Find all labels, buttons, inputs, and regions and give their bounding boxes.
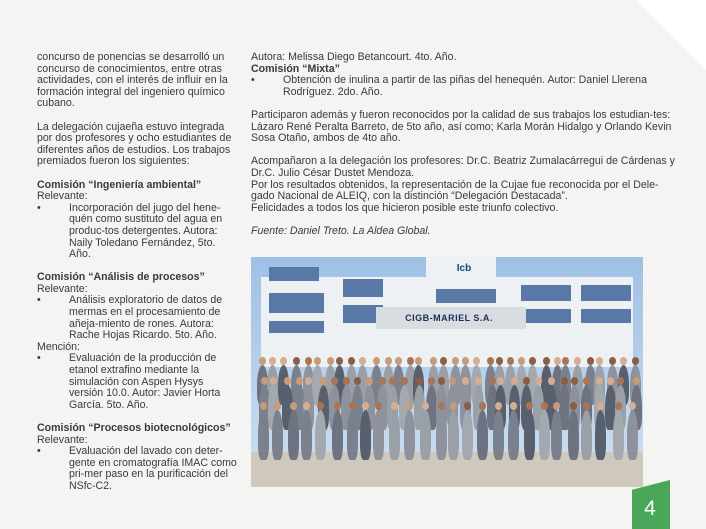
crowd-person-head (507, 357, 514, 365)
building-window (343, 279, 383, 297)
building-logo: Icb (456, 263, 472, 274)
crowd-person-head (489, 377, 496, 385)
participants-paragraph: Participaron además y fueron reconocidos por la calidad de sus trabajos los estudian-tes: Lázaro René Peralta Barreto, de 5to año, así como; Karla Morán Hidalgo y Orlando Kevin Sosa Otaño, ambos de 4to año. (251, 108, 672, 145)
crowd-person-head (359, 357, 366, 365)
crowd-person-head (596, 377, 603, 385)
crowd-person (477, 410, 488, 460)
crowd-person (272, 410, 283, 460)
crowd-person-head (293, 357, 300, 365)
crowd-person (462, 410, 473, 460)
crowd-person-head (543, 357, 550, 365)
crowd-person (347, 410, 358, 460)
right-column (251, 52, 676, 238)
crowd-person-head (406, 402, 413, 410)
mention-label: Mención: (37, 340, 80, 353)
crowd-person-head (475, 377, 482, 385)
crowd-person (581, 410, 592, 460)
crowd-person (508, 410, 519, 460)
author-line: Autora: Melissa Diego Betancourt. 4to. Año. (251, 51, 457, 63)
building-sign: CIGB-MARIEL S.A. (405, 313, 493, 323)
crowd-person-head (362, 402, 369, 410)
crowd-person-head (401, 377, 408, 385)
crowd-person-head (553, 402, 560, 410)
source-credit: Fuente: Daniel Treto. La Aldea Global. (251, 224, 431, 237)
crowd-person (258, 410, 269, 460)
award-item: • Evaluación del lavado con deter-gente en cromatografía IMAC como pri-mer paso en la purificación del NSfc-C2. (37, 445, 237, 492)
crowd-person-head (348, 357, 355, 365)
commission-biotech-title: Comisión “Procesos biotecnológicos” (37, 422, 231, 434)
crowd-person-head (510, 402, 517, 410)
crowd-person-head (274, 402, 281, 410)
crowd-person-head (331, 377, 338, 385)
crowd-person-head (269, 357, 276, 365)
commission-environmental-title: Comisión “Ingeniería ambiental” (37, 178, 202, 191)
crowd-person-head (518, 357, 525, 365)
crowd-person (389, 410, 400, 460)
crowd-person-head (327, 357, 334, 365)
crowd-person-head (479, 402, 486, 410)
crowd-person-head (583, 402, 590, 410)
crowd-person-head (632, 357, 639, 365)
crowd-person-head (570, 402, 577, 410)
crowd-person-head (571, 377, 578, 385)
crowd-person-head (373, 357, 380, 365)
bullet-icon: • (37, 201, 41, 214)
crowd-person-head (535, 377, 542, 385)
crowd-person (301, 410, 312, 460)
crowd-person (551, 410, 562, 460)
crowd-person (493, 410, 504, 460)
crowd (251, 357, 643, 467)
relevant-label: Relevante: (37, 282, 88, 295)
crowd-person-head (438, 402, 445, 410)
building-window (581, 309, 631, 323)
page-number: 4 (644, 497, 656, 520)
crowd-person-head (270, 377, 277, 385)
crowd-person-head (317, 402, 324, 410)
crowd-person-head (496, 357, 503, 365)
crowd-person-head (415, 357, 422, 365)
crowd-person (404, 410, 415, 460)
award-item: • Incorporación del jugo del hene-quén como sustituto del agua en produc-tos detergentes. Autora: Naily Toledano Fernández, 5to. Año. (37, 201, 223, 261)
crowd-person (568, 410, 579, 460)
crowd-person-head (416, 377, 423, 385)
crowd-person-head (574, 357, 581, 365)
crowd-person-head (305, 357, 312, 365)
crowd-person-head (261, 377, 268, 385)
crowd-person-head (366, 377, 373, 385)
building-window (269, 267, 319, 281)
left-column (37, 52, 237, 493)
crowd-person-head (487, 357, 494, 365)
professors-paragraph: Acompañaron a la delegación los profesores: Dr.C. Beatriz Zumalacárregui de Cárdenas y Dr.C. Julio César Dustet Mendoza. (251, 155, 675, 179)
crowd-person-head (462, 357, 469, 365)
building-window (436, 289, 496, 303)
crowd-person-head (260, 402, 267, 410)
crowd-person-head (349, 402, 356, 410)
relevant-label: Relevante: (37, 433, 88, 446)
crowd-person-head (450, 402, 457, 410)
building-window (269, 293, 324, 313)
crowd-person-head (428, 377, 435, 385)
award-item: • Análisis exploratorio de datos de mermas en el procesamiento de añeja-miento de rones. Autora: Rache Hojas Ricardo. 5to. Año. (37, 294, 223, 342)
bullet-icon: • (37, 352, 41, 365)
crowd-person-head (314, 357, 321, 365)
crowd-person (448, 410, 459, 460)
crowd-person-head (511, 377, 518, 385)
crowd-person-head (609, 357, 616, 365)
recognition-paragraph: Por los resultados obtenidos, la representación de la Cujae fue reconocida por el Dele-gado Nacional de ALEIQ, con la distinción “Delegación Destacada”. (251, 178, 659, 203)
crowd-person-head (385, 357, 392, 365)
crowd-person-head (629, 402, 636, 410)
crowd-person-head (284, 377, 291, 385)
crowd-person-head (495, 402, 502, 410)
crowd-person (613, 410, 624, 460)
crowd-person-head (596, 357, 603, 365)
crowd-person-head (473, 357, 480, 365)
crowd-person (436, 410, 447, 460)
crowd-person-head (391, 402, 398, 410)
building-window (521, 309, 571, 323)
crowd-person (627, 410, 638, 460)
group-photo (251, 257, 643, 487)
delegation-paragraph: La delegación cujaeña estuvo integrada por dos profesores y ocho estudiantes de diferentes años de estudios. Los trabajos premiados fueron los siguientes: (37, 120, 232, 168)
crowd-person-head (562, 357, 569, 365)
bullet-icon: • (37, 294, 41, 307)
crowd-person-head (440, 357, 447, 365)
building-window (581, 285, 631, 301)
crowd-person-head (452, 357, 459, 365)
crowd-person-head (523, 377, 530, 385)
crowd-person-head (607, 377, 614, 385)
crowd-person-head (554, 357, 561, 365)
building-window (521, 285, 571, 301)
relevant-label: Relevante: (37, 190, 88, 203)
bullet-icon: • (37, 445, 41, 458)
crowd-person-head (303, 402, 310, 410)
crowd-person-head (561, 377, 568, 385)
crowd-person (315, 410, 326, 460)
building-window (269, 321, 324, 333)
award-item: • Obtención de inulina a partir de las piñas del henequén. Autor: Daniel Llerena Rodríguez. 2do. Año. (251, 74, 647, 98)
crowd-person-head (587, 357, 594, 365)
crowd-person-head (633, 377, 640, 385)
crowd-person (360, 410, 371, 460)
crowd-person-head (430, 357, 437, 365)
crowd-person-head (336, 357, 343, 365)
crowd-person-head (615, 402, 622, 410)
commission-process-analysis-title: Comisión “Análisis de procesos” (37, 271, 205, 284)
bullet-icon: • (251, 74, 255, 87)
congratulations-paragraph: Felicidades a todos los que hicieron posible este triunfo colectivo. (251, 201, 559, 214)
commission-mixed-title: Comisión “Mixta” (251, 62, 340, 75)
crowd-person-head (395, 357, 402, 365)
crowd-person-head (529, 357, 536, 365)
crowd-person-head (620, 357, 627, 365)
crowd-person-head (280, 357, 287, 365)
crowd-person-head (354, 377, 361, 385)
award-item: • Evaluación de la producción de etanol extrafino mediante la simulación con Aspen Hysys versión 10.0. Autor: Javier Horta García. 5to. Año. (37, 352, 221, 411)
crowd-person-head (343, 377, 350, 385)
crowd-person-head (407, 357, 414, 365)
crowd-person-head (259, 357, 266, 365)
intro-paragraph: concurso de ponencias se desarrolló un concurso de conocimientos, entre otras actividades, con el interés de influir en la formación integral del ingeniero químico cubano. (37, 51, 228, 110)
